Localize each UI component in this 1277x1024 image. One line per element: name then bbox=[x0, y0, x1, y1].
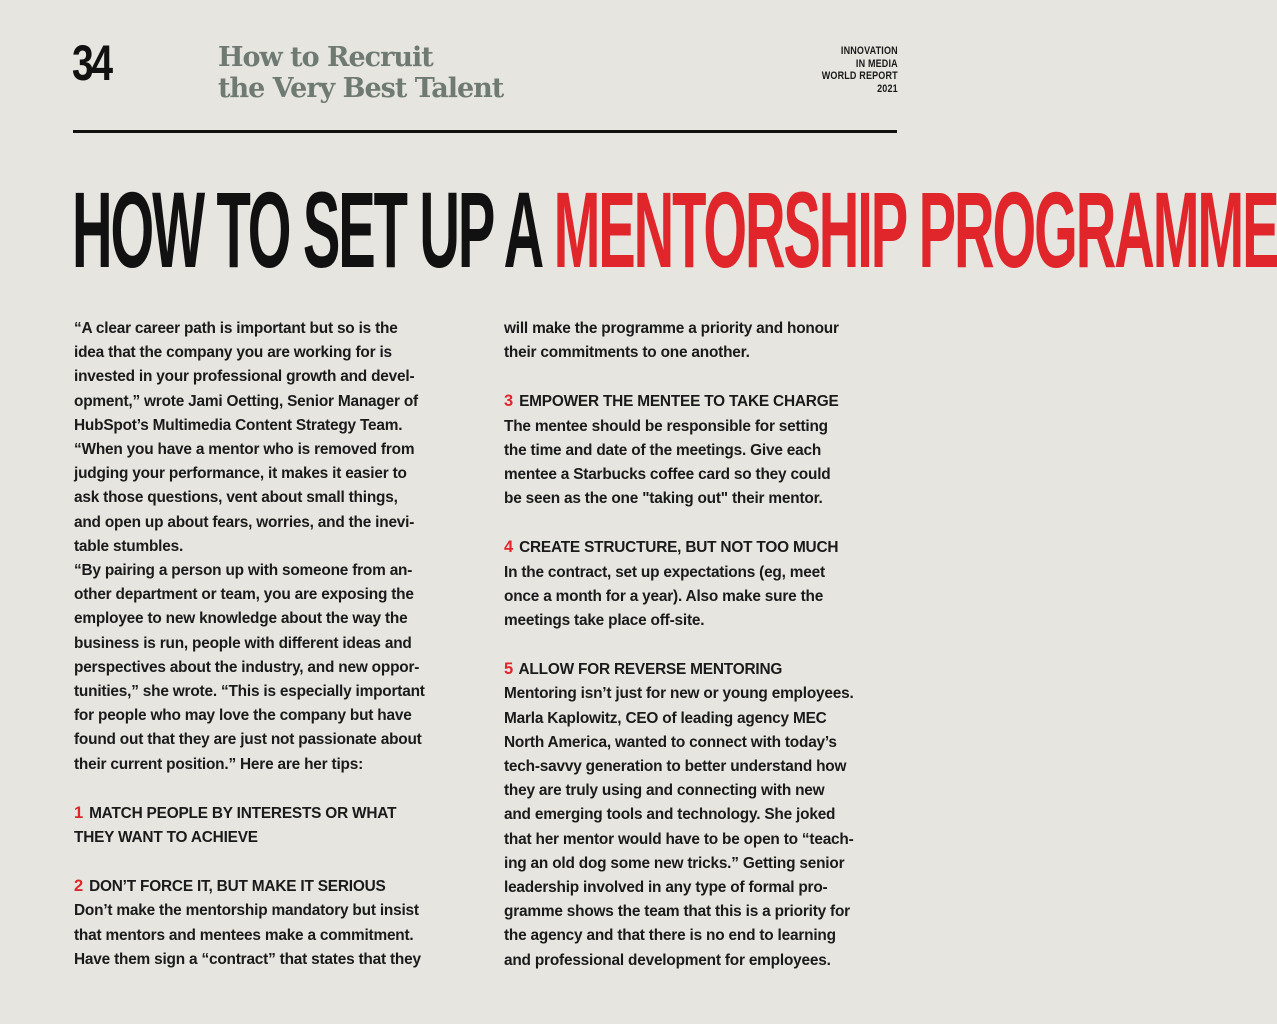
body-text-line: found out that they are just not passionate about bbox=[74, 731, 422, 749]
body-text-line: “A clear career path is important but so is the bbox=[74, 320, 398, 337]
body-text-line: Don’t make the mentorship mandatory but insist bbox=[74, 902, 419, 920]
report-tag-line: IN MEDIA bbox=[856, 57, 898, 70]
body-text-line: In the contract, set up expectations (eg, meet bbox=[504, 563, 825, 581]
body-text-line: that mentors and mentees make a commitment. bbox=[74, 926, 414, 944]
tip-4-body bbox=[504, 561, 904, 634]
tip-5-heading bbox=[504, 657, 904, 682]
body-text-line: and open up about fears, worries, and the inevi- bbox=[74, 513, 415, 531]
body-text-line: other department or team, you are exposing the bbox=[74, 586, 414, 604]
tip-5-body bbox=[504, 682, 904, 972]
page-number: 34 bbox=[72, 35, 111, 91]
body-text-line: will make the programme a priority and honour bbox=[504, 320, 839, 337]
body-text-line: invested in your professional growth and devel- bbox=[74, 368, 415, 386]
tip-title: THEY WANT TO ACHIEVE bbox=[74, 829, 258, 847]
report-tag-line: INNOVATION bbox=[841, 45, 898, 57]
intro-text bbox=[74, 317, 474, 777]
body-text-line: employee to new knowledge about the way the bbox=[74, 610, 408, 628]
tip-number: 4 bbox=[504, 538, 513, 557]
body-text-line: gramme shows the team that this is a priority for bbox=[504, 903, 850, 921]
body-text-line: opment,” wrote Jami Oetting, Senior Manager of bbox=[74, 392, 418, 410]
body-text-line: they are truly using and connecting with new bbox=[504, 782, 825, 800]
tip-number: 2 bbox=[74, 877, 83, 896]
header-divider bbox=[73, 130, 897, 133]
body-text-line: their current position.” Here are her tips: bbox=[74, 755, 364, 773]
right-column bbox=[504, 317, 904, 973]
section-title-line: the Very Best Talent bbox=[218, 73, 504, 104]
body-text-line: “When you have a mentor who is removed from bbox=[74, 441, 415, 459]
body-text-line: the agency and that there is no end to learning bbox=[504, 927, 836, 945]
tip-2-body bbox=[74, 899, 474, 972]
body-text-line: ing an old dog some new tricks.” Getting senior bbox=[504, 854, 845, 872]
tip-title: MATCH PEOPLE BY INTERESTS OR WHAT bbox=[89, 804, 397, 822]
tip-title: CREATE STRUCTURE, BUT NOT TOO MUCH bbox=[519, 539, 839, 557]
tip-title: EMPOWER THE MENTEE TO TAKE CHARGE bbox=[519, 393, 839, 411]
body-text-line: perspectives about the industry, and new oppor- bbox=[74, 658, 420, 676]
body-text-line: Have them sign a “contract” that states that they bbox=[74, 950, 421, 968]
tip-3-body bbox=[504, 415, 904, 512]
body-text-line: meetings take place off-site. bbox=[504, 612, 705, 630]
body-text-line: idea that the company you are working for is bbox=[74, 344, 392, 362]
tip-number: 5 bbox=[504, 660, 513, 679]
tip-1-heading-cont bbox=[74, 826, 474, 850]
tip-number: 3 bbox=[504, 392, 513, 411]
body-text-line: the time and date of the meetings. Give each bbox=[504, 441, 822, 459]
tip-2-heading bbox=[74, 874, 474, 899]
tip-number: 1 bbox=[74, 803, 83, 822]
body-text-line: that her mentor would have to be open to “teach- bbox=[504, 830, 854, 848]
section-title-line: How to Recruit bbox=[218, 42, 433, 73]
headline-red-part: MENTORSHIP PROGRAMME bbox=[553, 169, 1277, 290]
body-text-line: and emerging tools and technology. She joked bbox=[504, 806, 836, 824]
body-text-line: mentee a Starbucks coffee card so they could bbox=[504, 466, 831, 484]
headline-black-part: HOW TO SET UP A bbox=[72, 169, 554, 290]
body-text-line: table stumbles. bbox=[74, 537, 184, 555]
body-text-line: Marla Kaplowitz, CEO of leading agency MEC bbox=[504, 709, 827, 727]
body-text-line: leadership involved in any type of formal pro- bbox=[504, 879, 828, 897]
body-text-line: once a month for a year). Also make sure the bbox=[504, 587, 824, 605]
report-tag-line: WORLD REPORT bbox=[821, 70, 898, 82]
body-text-line: Mentoring isn’t just for new or young employees. bbox=[504, 685, 854, 703]
report-tag bbox=[822, 45, 898, 95]
body-text-line: North America, wanted to connect with today’s bbox=[504, 733, 837, 751]
body-text-line: and professional development for employees. bbox=[504, 951, 831, 969]
tip-3-heading bbox=[504, 389, 904, 414]
body-text-line: business is run, people with different ideas and bbox=[74, 634, 412, 652]
body-text-line: The mentee should be responsible for setting bbox=[504, 417, 828, 435]
body-text-line: tech-savvy generation to better understand how bbox=[504, 758, 847, 776]
section-title bbox=[218, 42, 503, 104]
left-column bbox=[74, 317, 474, 972]
body-text-line: judging your performance, it makes it easier to bbox=[74, 465, 407, 483]
body-text-line: “By pairing a person up with someone from an- bbox=[74, 562, 413, 580]
body-text-line: their commitments to one another. bbox=[504, 344, 750, 362]
body-text-line: for people who may love the company but have bbox=[74, 707, 412, 725]
body-text-line: HubSpot’s Multimedia Content Strategy Team. bbox=[74, 416, 403, 434]
body-text-line: tunities,” she wrote. “This is especially important bbox=[74, 683, 425, 701]
article-headline bbox=[72, 169, 1277, 290]
continued-text bbox=[504, 317, 904, 365]
report-tag-line: 2021 bbox=[877, 82, 898, 95]
tip-4-heading bbox=[504, 535, 904, 560]
body-text-line: ask those questions, vent about small things, bbox=[74, 489, 398, 507]
tip-title: ALLOW FOR REVERSE MENTORING bbox=[518, 661, 783, 679]
body-text-line: be seen as the one "taking out" their mentor. bbox=[504, 490, 823, 508]
tip-1-heading bbox=[74, 801, 474, 826]
tip-title: DON’T FORCE IT, BUT MAKE IT SERIOUS bbox=[89, 878, 386, 896]
